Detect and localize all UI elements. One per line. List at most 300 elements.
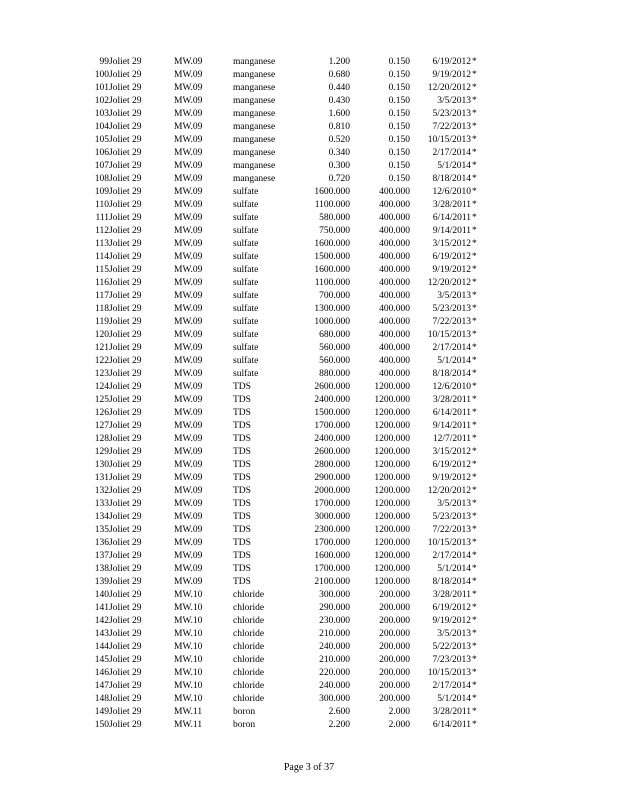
parameter: sulfate — [233, 343, 259, 353]
parameter: sulfate — [233, 369, 259, 379]
well-id: MW.09 — [174, 525, 203, 535]
site-name: Joliet 29 — [109, 382, 142, 392]
table-row — [0, 641, 618, 654]
row-number: 106 — [94, 148, 109, 158]
row-number: 125 — [94, 395, 109, 405]
standard-limit: 1200.000 — [374, 551, 410, 561]
row-number: 132 — [94, 486, 109, 496]
well-id: MW.09 — [174, 356, 203, 366]
measured-value: 210.000 — [319, 629, 350, 639]
sample-date: 5/23/2013 — [432, 109, 471, 119]
exceedance-flag: * — [472, 499, 477, 509]
standard-limit: 200.000 — [379, 603, 410, 613]
sample-date: 7/22/2013 — [432, 525, 471, 535]
measured-value: 2900.000 — [314, 473, 350, 483]
exceedance-flag: * — [472, 395, 477, 405]
measured-value: 1.200 — [328, 57, 350, 67]
well-id: MW.10 — [174, 668, 203, 678]
standard-limit: 400.000 — [379, 213, 410, 223]
row-number: 110 — [95, 200, 109, 210]
standard-limit: 1200.000 — [374, 499, 410, 509]
site-name: Joliet 29 — [109, 603, 142, 613]
table-row — [0, 485, 618, 498]
table-row — [0, 602, 618, 615]
measured-value: 240.000 — [319, 642, 350, 652]
sample-date: 12/7/2011 — [432, 434, 471, 444]
site-name: Joliet 29 — [109, 187, 142, 197]
row-number: 112 — [95, 226, 109, 236]
sample-date: 5/23/2013 — [432, 304, 471, 314]
table-row — [0, 667, 618, 680]
parameter: sulfate — [233, 304, 259, 314]
exceedance-flag: * — [472, 161, 477, 171]
row-number: 145 — [94, 655, 109, 665]
parameter: sulfate — [233, 239, 259, 249]
row-number: 111 — [95, 213, 109, 223]
standard-limit: 400.000 — [379, 343, 410, 353]
well-id: MW.09 — [174, 200, 203, 210]
standard-limit: 400.000 — [379, 304, 410, 314]
table-row — [0, 680, 618, 693]
sample-date: 5/23/2013 — [432, 512, 471, 522]
well-id: MW.09 — [174, 317, 203, 327]
parameter: manganese — [233, 70, 276, 80]
well-id: MW.09 — [174, 278, 203, 288]
well-id: MW.09 — [174, 577, 203, 587]
parameter: boron — [233, 720, 256, 730]
well-id: MW.09 — [174, 330, 203, 340]
table-row — [0, 95, 618, 108]
site-name: Joliet 29 — [109, 473, 142, 483]
row-number: 107 — [94, 161, 109, 171]
table-row — [0, 368, 618, 381]
measured-value: 230.000 — [319, 616, 350, 626]
parameter: TDS — [233, 421, 251, 431]
standard-limit: 1200.000 — [374, 447, 410, 457]
row-number: 147 — [94, 681, 109, 691]
standard-limit: 400.000 — [379, 265, 410, 275]
exceedance-flag: * — [472, 538, 477, 548]
site-name: Joliet 29 — [109, 96, 142, 106]
well-id: MW.09 — [174, 343, 203, 353]
site-name: Joliet 29 — [109, 200, 142, 210]
standard-limit: 1200.000 — [374, 421, 410, 431]
sample-date: 3/28/2011 — [432, 707, 471, 717]
row-number: 146 — [94, 668, 109, 678]
sample-date: 2/17/2014 — [432, 343, 471, 353]
parameter: TDS — [233, 434, 251, 444]
measured-value: 0.440 — [328, 83, 350, 93]
site-name: Joliet 29 — [109, 525, 142, 535]
standard-limit: 400.000 — [379, 200, 410, 210]
sample-date: 12/20/2012 — [427, 83, 471, 93]
table-row — [0, 160, 618, 173]
standard-limit: 1200.000 — [374, 408, 410, 418]
site-name: Joliet 29 — [109, 590, 142, 600]
parameter: manganese — [233, 57, 276, 67]
sample-date: 10/15/2013 — [427, 135, 471, 145]
site-name: Joliet 29 — [109, 369, 142, 379]
site-name: Joliet 29 — [109, 642, 142, 652]
table-row — [0, 446, 618, 459]
standard-limit: 400.000 — [379, 369, 410, 379]
parameter: sulfate — [233, 252, 259, 262]
standard-limit: 400.000 — [379, 252, 410, 262]
site-name: Joliet 29 — [109, 122, 142, 132]
sample-date: 6/14/2011 — [432, 408, 471, 418]
standard-limit: 0.150 — [388, 70, 410, 80]
standard-limit: 1200.000 — [374, 538, 410, 548]
exceedance-flag: * — [472, 200, 477, 210]
exceedance-flag: * — [472, 109, 477, 119]
standard-limit: 1200.000 — [374, 577, 410, 587]
row-number: 133 — [94, 499, 109, 509]
row-number: 102 — [94, 96, 109, 106]
table-row — [0, 537, 618, 550]
measured-value: 700.000 — [319, 291, 350, 301]
sample-date: 3/28/2011 — [432, 200, 471, 210]
sample-date: 3/5/2013 — [437, 96, 471, 106]
site-name: Joliet 29 — [109, 148, 142, 158]
measured-value: 2800.000 — [314, 460, 350, 470]
site-name: Joliet 29 — [109, 304, 142, 314]
measured-value: 0.520 — [328, 135, 350, 145]
table-row — [0, 277, 618, 290]
table-row — [0, 420, 618, 433]
exceedance-flag: * — [472, 421, 477, 431]
parameter: boron — [233, 707, 256, 717]
site-name: Joliet 29 — [109, 213, 142, 223]
standard-limit: 200.000 — [379, 590, 410, 600]
standard-limit: 1200.000 — [374, 382, 410, 392]
standard-limit: 200.000 — [379, 668, 410, 678]
parameter: sulfate — [233, 200, 259, 210]
row-number: 105 — [94, 135, 109, 145]
row-number: 114 — [95, 252, 109, 262]
table-row — [0, 459, 618, 472]
parameter: chloride — [233, 642, 265, 652]
measured-value: 1500.000 — [314, 408, 350, 418]
row-number: 118 — [95, 304, 109, 314]
measured-value: 560.000 — [319, 343, 350, 353]
table-row — [0, 212, 618, 225]
exceedance-flag: * — [472, 96, 477, 106]
site-name: Joliet 29 — [109, 135, 142, 145]
site-name: Joliet 29 — [109, 512, 142, 522]
parameter: sulfate — [233, 213, 259, 223]
site-name: Joliet 29 — [109, 616, 142, 626]
measured-value: 1700.000 — [314, 564, 350, 574]
measured-value: 0.340 — [328, 148, 350, 158]
measured-value: 290.000 — [319, 603, 350, 613]
exceedance-flag: * — [472, 681, 477, 691]
measured-value: 2.600 — [328, 707, 350, 717]
standard-limit: 400.000 — [379, 278, 410, 288]
row-number: 136 — [94, 538, 109, 548]
parameter: TDS — [233, 525, 251, 535]
parameter: sulfate — [233, 226, 259, 236]
standard-limit: 0.150 — [388, 83, 410, 93]
exceedance-flag: * — [472, 265, 477, 275]
site-name: Joliet 29 — [109, 252, 142, 262]
measured-value: 2400.000 — [314, 434, 350, 444]
parameter: manganese — [233, 161, 276, 171]
exceedance-flag: * — [472, 291, 477, 301]
exceedance-flag: * — [472, 343, 477, 353]
page-number: Page 3 of 37 — [283, 762, 335, 773]
site-name: Joliet 29 — [109, 538, 142, 548]
standard-limit: 400.000 — [379, 330, 410, 340]
measured-value: 3000.000 — [314, 512, 350, 522]
sample-date: 6/14/2011 — [432, 720, 471, 730]
table-row — [0, 576, 618, 589]
well-id: MW.09 — [174, 187, 203, 197]
row-number: 126 — [94, 408, 109, 418]
sample-date: 5/1/2014 — [437, 564, 471, 574]
standard-limit: 200.000 — [379, 629, 410, 639]
table-row — [0, 615, 618, 628]
measured-value: 750.000 — [319, 226, 350, 236]
site-name: Joliet 29 — [109, 265, 142, 275]
table-row — [0, 381, 618, 394]
measured-value: 1500.000 — [314, 252, 350, 262]
table-row — [0, 394, 618, 407]
parameter: sulfate — [233, 187, 259, 197]
sample-date: 2/17/2014 — [432, 148, 471, 158]
row-number: 116 — [95, 278, 109, 288]
row-number: 120 — [94, 330, 109, 340]
exceedance-flag: * — [472, 135, 477, 145]
sample-date: 6/19/2012 — [432, 603, 471, 613]
exceedance-flag: * — [472, 408, 477, 418]
table-row — [0, 550, 618, 563]
row-number: 150 — [94, 720, 109, 730]
standard-limit: 1200.000 — [374, 434, 410, 444]
parameter: manganese — [233, 96, 276, 106]
exceedance-flag: * — [472, 603, 477, 613]
standard-limit: 0.150 — [388, 122, 410, 132]
site-name: Joliet 29 — [109, 720, 142, 730]
measured-value: 1100.000 — [314, 200, 350, 210]
standard-limit: 1200.000 — [374, 564, 410, 574]
row-number: 139 — [94, 577, 109, 587]
site-name: Joliet 29 — [109, 343, 142, 353]
table-row — [0, 225, 618, 238]
row-number: 103 — [94, 109, 109, 119]
sample-date: 3/5/2013 — [437, 291, 471, 301]
table-row — [0, 290, 618, 303]
standard-limit: 0.150 — [388, 161, 410, 171]
sample-date: 7/22/2013 — [432, 122, 471, 132]
exceedance-flag: * — [472, 486, 477, 496]
sample-date: 2/17/2014 — [432, 681, 471, 691]
well-id: MW.10 — [174, 603, 203, 613]
parameter: chloride — [233, 590, 265, 600]
row-number: 141 — [94, 603, 109, 613]
table-row — [0, 693, 618, 706]
well-id: MW.09 — [174, 161, 203, 171]
measured-value: 680.000 — [319, 330, 350, 340]
standard-limit: 200.000 — [379, 616, 410, 626]
site-name: Joliet 29 — [109, 317, 142, 327]
sample-date: 9/19/2012 — [432, 473, 471, 483]
parameter: chloride — [233, 668, 265, 678]
measured-value: 0.300 — [328, 161, 350, 171]
site-name: Joliet 29 — [109, 278, 142, 288]
sample-date: 2/17/2014 — [432, 551, 471, 561]
sample-date: 9/19/2012 — [432, 265, 471, 275]
row-number: 129 — [94, 447, 109, 457]
table-row — [0, 251, 618, 264]
parameter: TDS — [233, 564, 251, 574]
well-id: MW.10 — [174, 642, 203, 652]
parameter: chloride — [233, 629, 265, 639]
well-id: MW.09 — [174, 538, 203, 548]
site-name: Joliet 29 — [109, 408, 142, 418]
exceedance-flag: * — [472, 226, 477, 236]
standard-limit: 0.150 — [388, 148, 410, 158]
standard-limit: 0.150 — [388, 135, 410, 145]
well-id: MW.11 — [174, 720, 203, 730]
exceedance-flag: * — [472, 642, 477, 652]
row-number: 99 — [99, 57, 109, 67]
well-id: MW.09 — [174, 512, 203, 522]
sample-date: 8/18/2014 — [432, 369, 471, 379]
measured-value: 1700.000 — [314, 499, 350, 509]
standard-limit: 2.000 — [388, 720, 410, 730]
parameter: chloride — [233, 694, 265, 704]
well-id: MW.10 — [174, 694, 203, 704]
site-name: Joliet 29 — [109, 57, 142, 67]
exceedance-flag: * — [472, 551, 477, 561]
parameter: TDS — [233, 447, 251, 457]
well-id: MW.10 — [174, 629, 203, 639]
exceedance-flag: * — [472, 278, 477, 288]
well-id: MW.09 — [174, 499, 203, 509]
table-row — [0, 433, 618, 446]
standard-limit: 0.150 — [388, 96, 410, 106]
exceedance-flag: * — [472, 564, 477, 574]
exceedance-flag: * — [472, 187, 477, 197]
sample-date: 7/22/2013 — [432, 317, 471, 327]
well-id: MW.09 — [174, 57, 203, 67]
well-id: MW.09 — [174, 213, 203, 223]
measured-value: 1600.000 — [314, 265, 350, 275]
well-id: MW.09 — [174, 447, 203, 457]
row-number: 128 — [94, 434, 109, 444]
sample-date: 6/14/2011 — [432, 213, 471, 223]
site-name: Joliet 29 — [109, 161, 142, 171]
table-row — [0, 108, 618, 121]
sample-date: 10/15/2013 — [427, 538, 471, 548]
well-id: MW.09 — [174, 408, 203, 418]
row-number: 122 — [94, 356, 109, 366]
site-name: Joliet 29 — [109, 109, 142, 119]
exceedance-flag: * — [472, 473, 477, 483]
site-name: Joliet 29 — [109, 629, 142, 639]
measured-value: 210.000 — [319, 655, 350, 665]
site-name: Joliet 29 — [109, 70, 142, 80]
well-id: MW.09 — [174, 304, 203, 314]
sample-date: 9/19/2012 — [432, 70, 471, 80]
well-id: MW.09 — [174, 369, 203, 379]
exceedance-flag: * — [472, 434, 477, 444]
parameter: sulfate — [233, 317, 259, 327]
exceedance-flag: * — [472, 304, 477, 314]
row-number: 148 — [94, 694, 109, 704]
table-row — [0, 342, 618, 355]
table-row — [0, 524, 618, 537]
measured-value: 300.000 — [319, 590, 350, 600]
well-id: MW.09 — [174, 564, 203, 574]
parameter: chloride — [233, 655, 265, 665]
site-name: Joliet 29 — [109, 681, 142, 691]
table-row — [0, 316, 618, 329]
exceedance-flag: * — [472, 369, 477, 379]
site-name: Joliet 29 — [109, 499, 142, 509]
standard-limit: 0.150 — [388, 109, 410, 119]
table-row — [0, 121, 618, 134]
exceedance-flag: * — [472, 577, 477, 587]
well-id: MW.10 — [174, 616, 203, 626]
measured-value: 0.680 — [328, 70, 350, 80]
row-number: 149 — [94, 707, 109, 717]
sample-date: 6/19/2012 — [432, 57, 471, 67]
site-name: Joliet 29 — [109, 564, 142, 574]
well-id: MW.09 — [174, 421, 203, 431]
site-name: Joliet 29 — [109, 395, 142, 405]
parameter: TDS — [233, 551, 251, 561]
well-id: MW.10 — [174, 590, 203, 600]
exceedance-flag: * — [472, 590, 477, 600]
row-number: 100 — [94, 70, 109, 80]
row-number: 101 — [94, 83, 109, 93]
sample-date: 9/14/2011 — [432, 226, 471, 236]
measured-value: 2600.000 — [314, 382, 350, 392]
measured-value: 880.000 — [319, 369, 350, 379]
sample-date: 5/1/2014 — [437, 694, 471, 704]
site-name: Joliet 29 — [109, 551, 142, 561]
sample-date: 3/5/2013 — [437, 499, 471, 509]
row-number: 134 — [94, 512, 109, 522]
exceedance-flag: * — [472, 655, 477, 665]
row-number: 138 — [94, 564, 109, 574]
site-name: Joliet 29 — [109, 174, 142, 184]
parameter: TDS — [233, 460, 251, 470]
table-row — [0, 654, 618, 667]
table-row — [0, 238, 618, 251]
standard-limit: 0.150 — [388, 57, 410, 67]
sample-date: 8/18/2014 — [432, 174, 471, 184]
sample-date: 12/6/2010 — [432, 187, 471, 197]
row-number: 119 — [95, 317, 109, 327]
sample-date: 3/5/2013 — [437, 629, 471, 639]
parameter: chloride — [233, 616, 265, 626]
row-number: 130 — [94, 460, 109, 470]
table-row — [0, 563, 618, 576]
sample-date: 3/28/2011 — [432, 395, 471, 405]
site-name: Joliet 29 — [109, 486, 142, 496]
exceedance-flag: * — [472, 356, 477, 366]
table-row — [0, 69, 618, 82]
exceedance-flag: * — [472, 239, 477, 249]
table-row — [0, 329, 618, 342]
well-id: MW.09 — [174, 252, 203, 262]
table-row — [0, 56, 618, 69]
row-number: 115 — [95, 265, 109, 275]
site-name: Joliet 29 — [109, 239, 142, 249]
row-number: 137 — [94, 551, 109, 561]
